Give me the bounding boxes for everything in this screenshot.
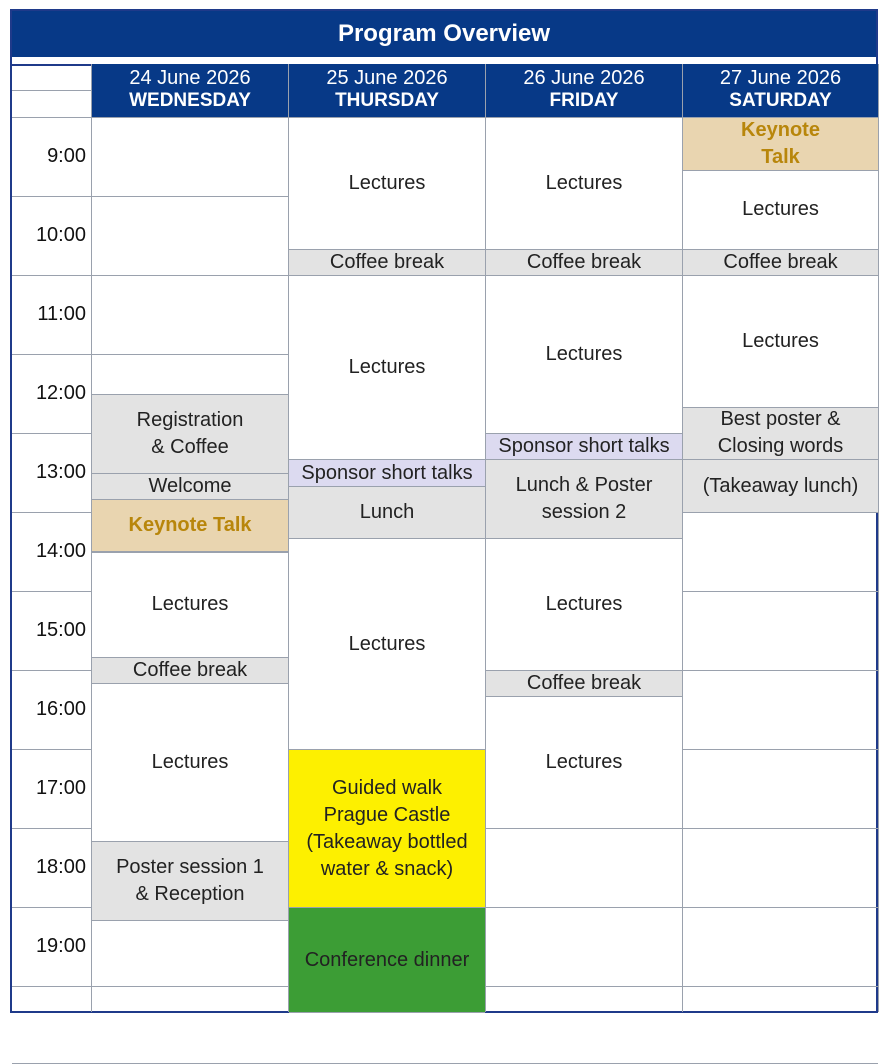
- day-weekday: THURSDAY: [335, 90, 439, 111]
- day-header-saturday: [683, 64, 878, 117]
- event-label: Lectures: [348, 632, 426, 655]
- event-label: Lectures: [545, 593, 623, 616]
- event-label: Lectures: [151, 751, 229, 774]
- event-label: Keynote Talk: [741, 118, 820, 168]
- event-lectures: [683, 275, 878, 408]
- event-sponsor-short-talks: [486, 433, 682, 460]
- event-label: Lectures: [545, 343, 623, 365]
- time-label: 11:00: [37, 302, 86, 325]
- event-takeaway-lunch: [683, 459, 878, 513]
- day-date: 25 June 2026: [326, 67, 448, 89]
- event-lunch-poster: [486, 459, 682, 539]
- event-label: Welcome: [148, 474, 232, 497]
- event-lectures: [289, 117, 485, 250]
- day-date: 24 June 2026: [129, 67, 251, 89]
- event-coffee-break: [683, 249, 878, 276]
- day-weekday: WEDNESDAY: [129, 90, 251, 111]
- event-lunch: [289, 486, 485, 539]
- event-lectures: [486, 117, 682, 250]
- event-lectures: [92, 552, 288, 658]
- event-label: Sponsor short talks: [498, 435, 670, 458]
- time-label: 9:00: [47, 144, 86, 167]
- event-lectures: [92, 683, 288, 842]
- page-title: Program Overview: [12, 11, 876, 57]
- event-keynote: [683, 117, 878, 171]
- event-label: Lectures: [742, 329, 819, 352]
- event-sponsor-short-talks: [289, 459, 485, 487]
- event-keynote-talk: [92, 499, 288, 553]
- event-label: Lectures: [151, 593, 229, 616]
- day-weekday: FRIDAY: [549, 90, 619, 111]
- event-coffee-break: [486, 670, 682, 697]
- event-poster-session-1: [92, 841, 288, 921]
- day-header-wednesday: [92, 64, 288, 117]
- time-label: 14:00: [35, 539, 86, 562]
- event-label: Lunch & Poster session 2: [515, 474, 653, 524]
- event-conference-dinner: [289, 907, 485, 1013]
- event-label: Keynote Talk: [128, 514, 252, 537]
- event-label: (Takeaway lunch): [702, 474, 859, 497]
- event-label: Coffee break: [526, 250, 642, 273]
- event-label: Coffee break: [329, 250, 445, 273]
- time-label: 13:00: [35, 460, 86, 483]
- event-label: Lectures: [348, 171, 426, 194]
- event-label: Poster session 1 & Reception: [116, 856, 264, 906]
- event-label: Lectures: [348, 356, 426, 379]
- event-lectures: [486, 275, 682, 434]
- event-coffee-break: [289, 249, 485, 276]
- day-weekday: SATURDAY: [729, 90, 832, 111]
- event-guided-walk: [289, 749, 485, 908]
- event-label: Coffee break: [526, 672, 642, 695]
- day-header-friday: [486, 64, 682, 117]
- time-label: 17:00: [35, 776, 86, 799]
- event-coffee-break: [486, 249, 682, 276]
- event-label: Best poster & Closing words: [717, 408, 844, 458]
- event-label: Sponsor short talks: [301, 461, 473, 484]
- event-label: Guided walk Prague Castle (Takeaway bottled water & snack): [306, 776, 468, 880]
- time-label: 19:00: [35, 934, 86, 957]
- time-label: 10:00: [35, 223, 86, 246]
- event-label: Coffee break: [723, 250, 838, 273]
- event-label: Coffee break: [132, 659, 248, 681]
- time-label: 18:00: [35, 855, 86, 878]
- event-registration: [92, 394, 288, 474]
- event-label: Lectures: [545, 751, 623, 774]
- event-welcome: [92, 473, 288, 500]
- event-label: Lunch: [359, 500, 415, 523]
- day-date: 27 June 2026: [719, 67, 842, 89]
- event-lectures: [289, 538, 485, 750]
- event-label: Registration & Coffee: [136, 408, 244, 458]
- time-label: 15:00: [35, 618, 86, 641]
- time-header-divider: [12, 90, 91, 91]
- event-lectures: [289, 275, 485, 460]
- event-lectures: [683, 170, 878, 250]
- event-best-poster: [683, 407, 878, 460]
- event-label: Conference dinner: [304, 948, 470, 971]
- event-coffee-break: [92, 657, 288, 685]
- day-header-thursday: [289, 64, 485, 117]
- event-label: Lectures: [545, 171, 623, 194]
- event-lectures: [486, 538, 682, 671]
- event-label: Lectures: [742, 198, 819, 221]
- time-label: 12:00: [35, 381, 86, 404]
- day-date: 26 June 2026: [523, 67, 645, 89]
- event-lectures: [486, 696, 682, 829]
- time-label: 16:00: [35, 697, 86, 720]
- column-line: [878, 64, 879, 1012]
